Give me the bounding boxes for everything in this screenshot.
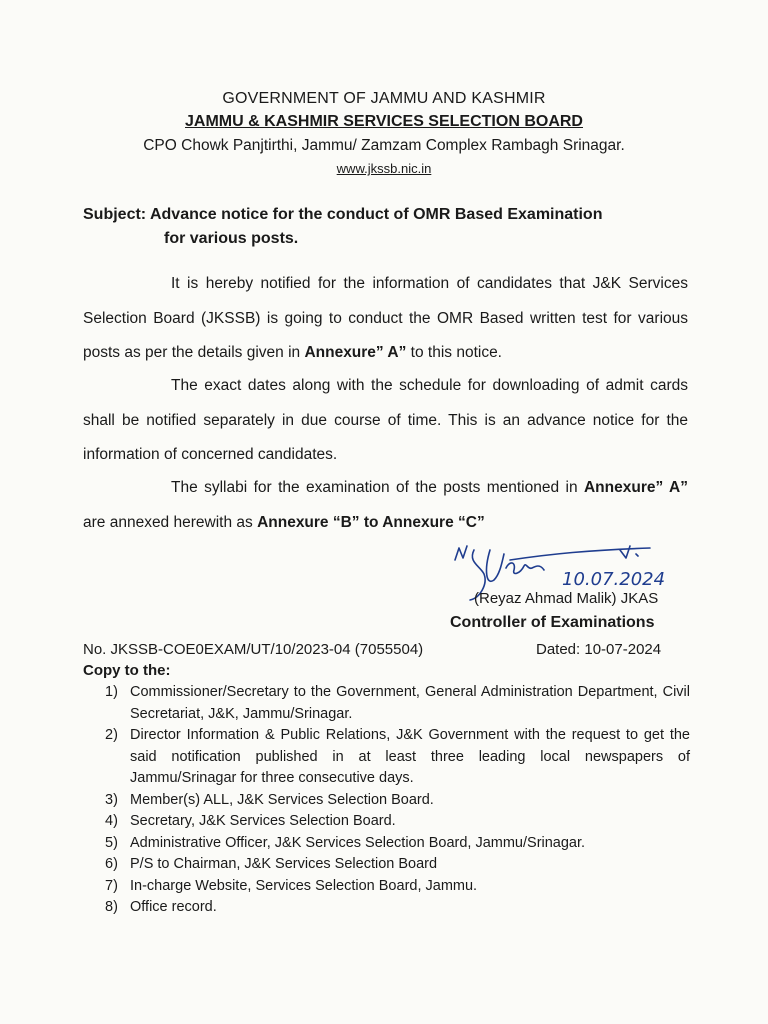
signatory-title: Controller of Examinations (450, 614, 655, 631)
paragraph-1-text: It is hereby notified for the information of candidates that J&K Services Selection Board (JKSSB) is going to conduct the OMR Based written test for various posts as per the details given in (83, 275, 688, 361)
copy-to-heading: Copy to the: (83, 662, 171, 679)
annexure-a-ref-2: Annexure” A” (583, 479, 688, 496)
list-item: 4) Secretary, J&K Services Selection Board. (105, 813, 396, 829)
list-item: 1) Commissioner/Secretary to the Government, General Administration Department, Civil Secretariat, J&K, Jammu/Srinagar. (105, 684, 690, 722)
paragraph-1 (83, 267, 688, 371)
reference-date: Dated: 10-07-2024 (536, 641, 662, 658)
copy-to-list (105, 682, 690, 919)
reference-number: No. JKSSB-COE0EXAM/UT/10/2023-04 (7055504) (83, 641, 424, 658)
subject-line-1: Subject: Advance notice for the conduct of OMR Based Examination (83, 206, 603, 223)
government-heading: GOVERNMENT OF JAMMU AND KASHMIR (222, 90, 546, 107)
paragraph-3 (83, 471, 688, 540)
list-item: 5) Administrative Officer, J&K Services Selection Board, Jammu/Srinagar. (105, 834, 586, 851)
list-item: 2) Director Information & Public Relations, J&K Government with the request to get the said notification published in at least three leading local newspapers of Jammu/Srinagar for three consecutive days. (105, 727, 690, 786)
list-item: 6) P/S to Chairman, J&K Services Selection Board (105, 856, 438, 872)
board-address: CPO Chowk Panjtirthi, Jammu/ Zamzam Complex Rambagh Srinagar. (143, 137, 625, 154)
signatory-name: (Reyaz Ahmad Malik) JKAS (474, 590, 659, 607)
annexure-bc-ref: Annexure “B” to Annexure “C” (257, 513, 485, 531)
list-item: 3) Member(s) ALL, J&K Services Selection Board. (105, 791, 434, 808)
paragraph-3-text: The syllabi for the examination of the posts mentioned in (171, 479, 584, 496)
list-item: 7) In-charge Website, Services Selection Board, Jammu. (105, 877, 478, 894)
website-link[interactable]: www.jkssb.nic.in (336, 161, 432, 176)
subject-line-2: for various posts. (164, 230, 299, 247)
handwritten-date: 10.07.2024 (562, 569, 666, 590)
paragraph-1-tail: to this notice. (406, 344, 502, 361)
paragraph-3-mid: are annexed herewith as (83, 513, 258, 531)
board-heading: JAMMU & KASHMIR SERVICES SELECTION BOARD (185, 113, 583, 130)
paragraph-2 (83, 369, 688, 473)
paragraph-2-text: The exact dates along with the schedule for downloading of admit cards shall be notified separately in due course of time. This is an advance notice for the information of concerned candidates. (83, 377, 688, 463)
subject-line (83, 203, 703, 251)
annexure-a-ref: Annexure” A” (304, 344, 407, 361)
list-item: 8) Office record. (105, 899, 217, 915)
